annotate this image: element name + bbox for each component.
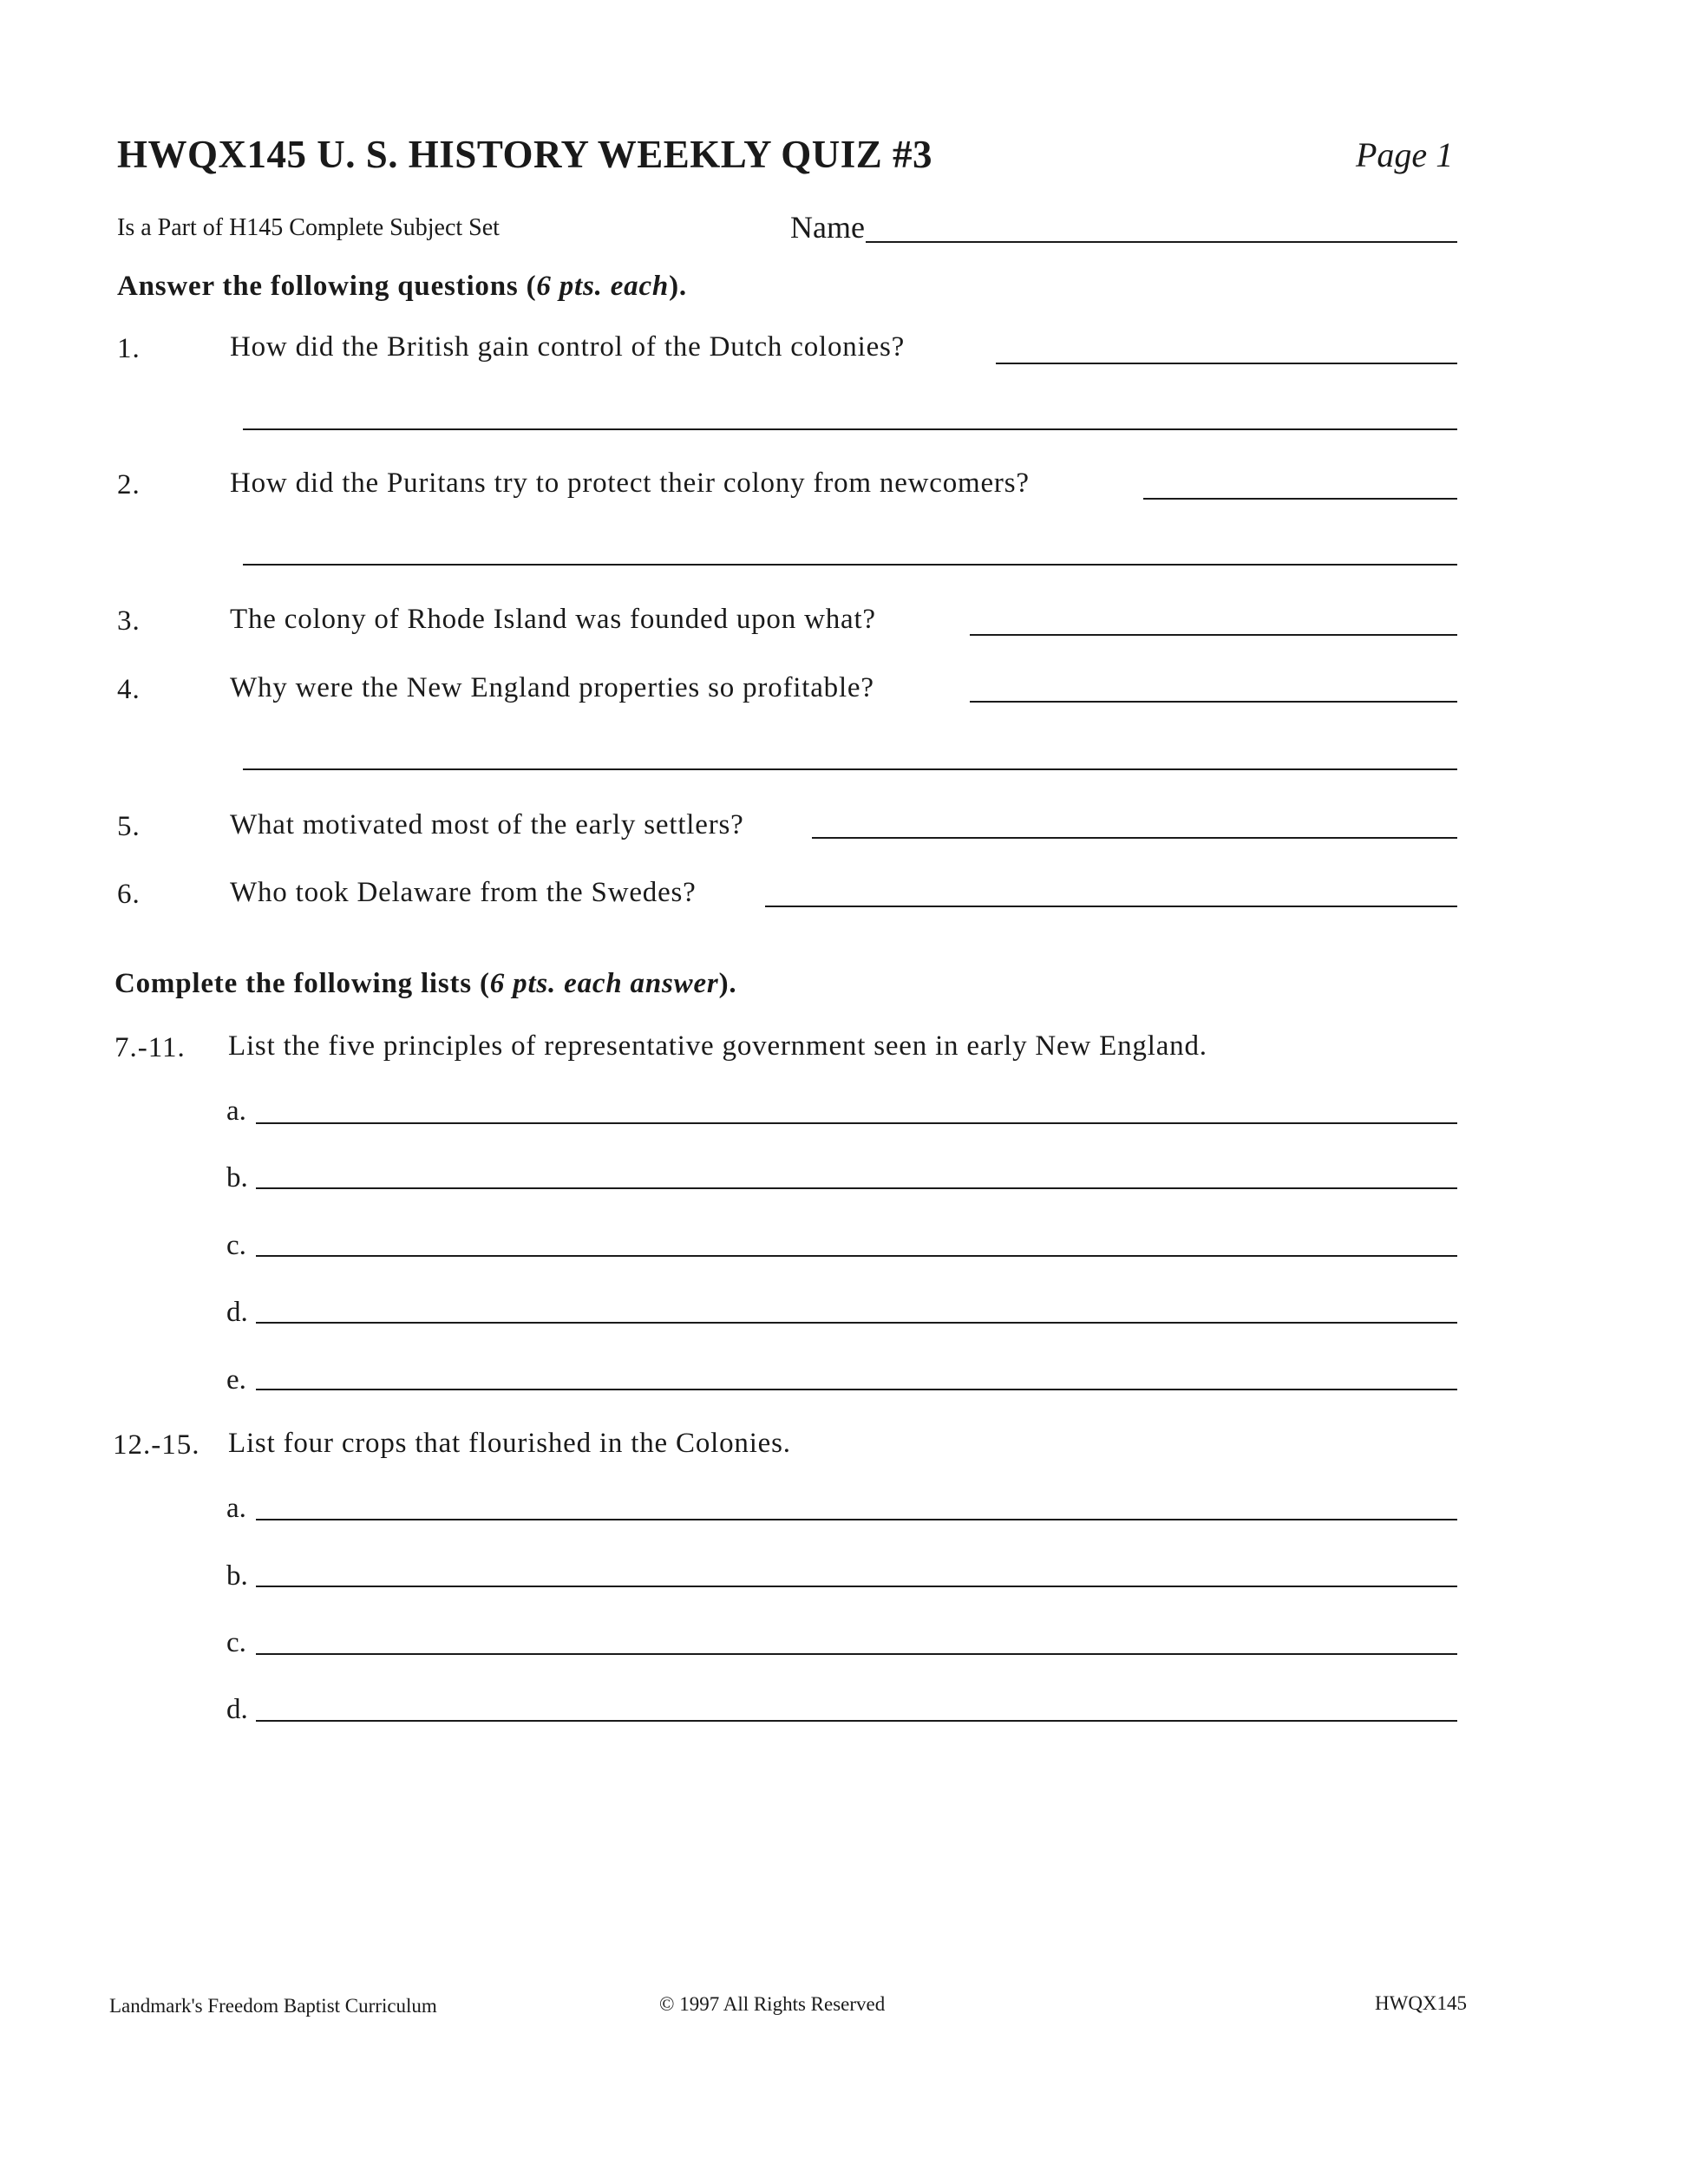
question-text: List the five principles of representative government seen in early New England. [228, 1030, 1207, 1062]
answer-line[interactable] [765, 906, 1457, 907]
answer-line[interactable] [256, 1389, 1457, 1390]
question-text: How did the Puritans try to protect their colony from newcomers? [230, 468, 1030, 499]
name-answer-line[interactable] [866, 241, 1457, 243]
page-number: Page 1 [1356, 135, 1454, 174]
question-text: Who took Delaware from the Swedes? [230, 877, 697, 908]
list-item-label: c. [226, 1627, 246, 1658]
question-number: 7.-11. [114, 1032, 186, 1063]
answer-line[interactable] [256, 1322, 1457, 1324]
answer-line[interactable] [812, 837, 1457, 839]
answer-line[interactable] [970, 701, 1457, 703]
question-number: 1. [117, 333, 141, 364]
answer-line[interactable] [256, 1720, 1457, 1722]
answer-line[interactable] [996, 363, 1457, 364]
footer-curriculum: Landmark's Freedom Baptist Curriculum [109, 1995, 437, 2017]
list-item-label: b. [226, 1162, 248, 1193]
list-item-label: a. [226, 1095, 246, 1127]
answer-line[interactable] [1143, 498, 1457, 500]
question-text: List four crops that flourished in the Colonies. [228, 1428, 791, 1459]
list-item-label: e. [226, 1364, 246, 1396]
answer-line[interactable] [256, 1122, 1457, 1124]
question-text: What motivated most of the early settlers? [230, 809, 744, 840]
answer-line[interactable] [256, 1519, 1457, 1520]
question-text: The colony of Rhode Island was founded upon what? [230, 604, 876, 635]
question-number: 12.-15. [113, 1429, 200, 1461]
list-item-label: d. [226, 1694, 248, 1725]
question-text: How did the British gain control of the Dutch colonies? [230, 331, 906, 363]
question-text: Why were the New England properties so profitable? [230, 672, 874, 703]
answer-line[interactable] [243, 428, 1457, 430]
list-item-label: d. [226, 1297, 248, 1328]
answer-line[interactable] [256, 1255, 1457, 1257]
answer-line[interactable] [243, 564, 1457, 566]
answer-line[interactable] [256, 1187, 1457, 1189]
answer-line[interactable] [970, 634, 1457, 636]
name-label: Name [790, 210, 865, 245]
list-item-label: a. [226, 1493, 246, 1524]
question-number: 6. [117, 879, 141, 910]
question-number: 3. [117, 605, 141, 637]
question-number: 2. [117, 469, 141, 500]
footer-copyright: © 1997 All Rights Reserved [659, 1993, 886, 2015]
answer-line[interactable] [256, 1653, 1457, 1655]
quiz-title: HWQX145 U. S. HISTORY WEEKLY QUIZ #3 [117, 133, 932, 176]
question-number: 5. [117, 811, 141, 842]
question-number: 4. [117, 674, 141, 705]
answer-line[interactable] [243, 768, 1457, 770]
subject-set-note: Is a Part of H145 Complete Subject Set [117, 214, 500, 241]
footer-code: HWQX145 [1375, 1992, 1468, 2014]
answer-line[interactable] [256, 1586, 1457, 1587]
section1-heading: Answer the following questions (6 pts. each). [117, 271, 687, 302]
section2-heading: Complete the following lists (6 pts. each answer). [114, 968, 737, 999]
list-item-label: b. [226, 1560, 248, 1592]
list-item-label: c. [226, 1230, 246, 1261]
